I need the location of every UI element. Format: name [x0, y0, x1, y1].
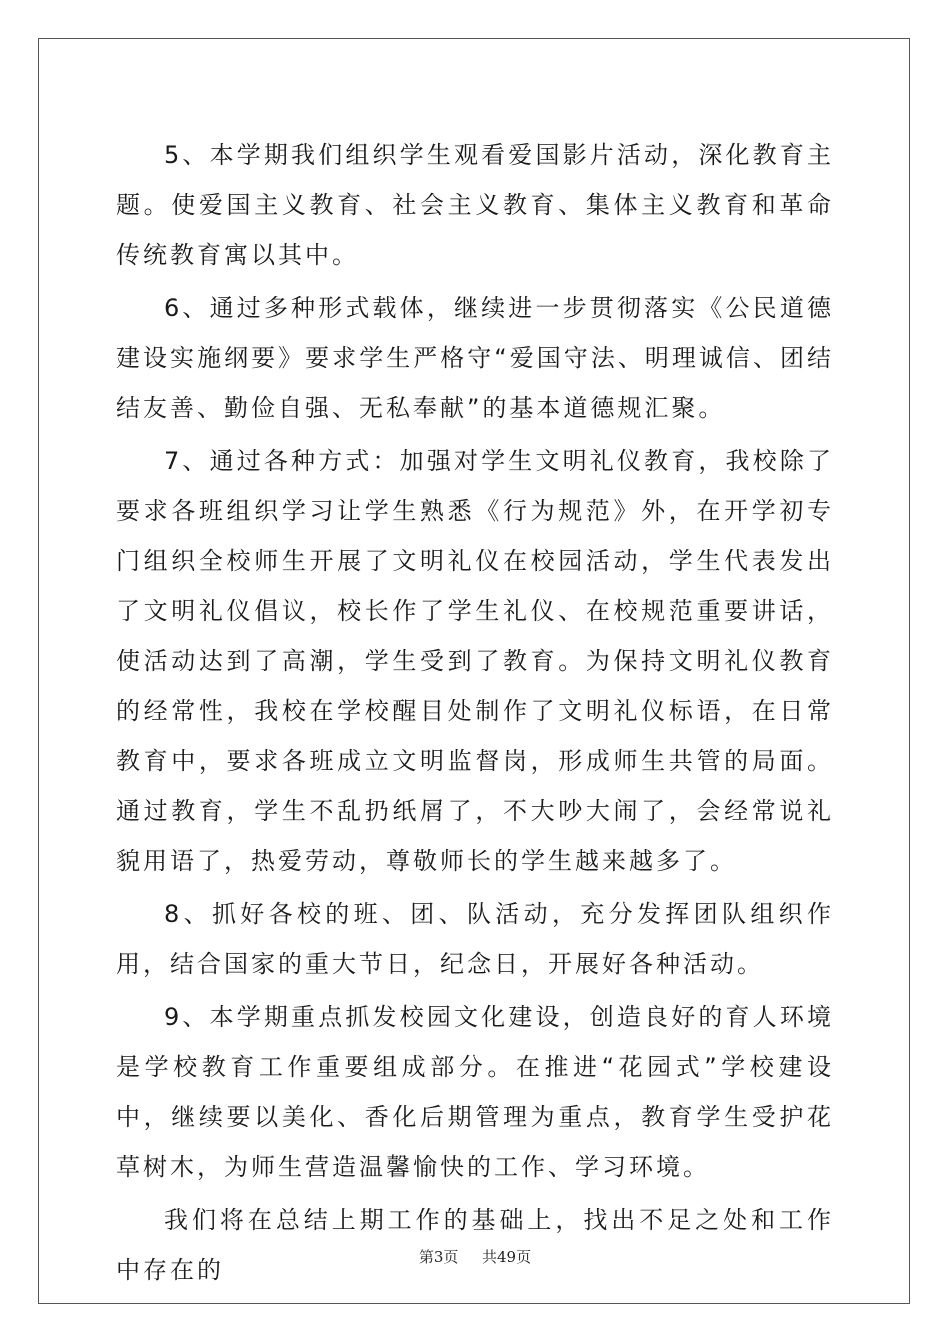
paragraph-5: 5、本学期我们组织学生观看爱国影片活动，深化教育主题。使爱国主义教育、社会主义教育、集体主义教育和革命传统教育寓以其中。 — [116, 141, 834, 269]
document-body — [116, 130, 834, 1298]
paragraph-6: 6、通过多种形式载体，继续进一步贯彻落实《公民道德建设实施纲要》要求学生严格守“爱国守法、明理诚信、团结结友善、勤俭自强、无私奉献”的基本道德规汇聚。 — [116, 294, 834, 422]
page-number: 第3页 — [418, 1248, 459, 1266]
paragraph-7: 7、通过各种方式：加强对学生文明礼仪教育，我校除了要求各班组织学习让学生熟悉《行为规范》外，在开学初专门组织全校师生开展了文明礼仪在校园活动，学生代表发出了文明礼仪倡议，校长作了学生礼仪、在校规范重要讲话，使活动达到了高潮，学生受到了教育。为保持文明礼仪教育的经常性，我校在学校醒目处制作了文明礼仪标语，在日常教育中，要求各班成立文明监督岗，形成师生共管的局面。通过教育，学生不乱扔纸屑了，不大吵大闹了，会经常说礼貌用语了，热爱劳动，尊敬师长的学生越来越多了。 — [116, 447, 834, 875]
page-footer — [0, 1246, 950, 1267]
paragraph-8: 8、抓好各校的班、团、队活动，充分发挥团队组织作用，结合国家的重大节日，纪念日，开展好各种活动。 — [116, 900, 834, 978]
paragraph-closing: 我们将在总结上期工作的基础上，找出不足之处和工作中存在的 — [116, 1206, 834, 1284]
paragraph-9: 9、本学期重点抓发校园文化建设，创造良好的育人环境是学校教育工作重要组成部分。在推进“花园式”学校建设中，继续要以美化、香化后期管理为重点，教育学生受护花草树木，为师生营造温馨愉快的工作、学习环境。 — [116, 1003, 834, 1181]
page-total: 共49页 — [482, 1248, 532, 1266]
